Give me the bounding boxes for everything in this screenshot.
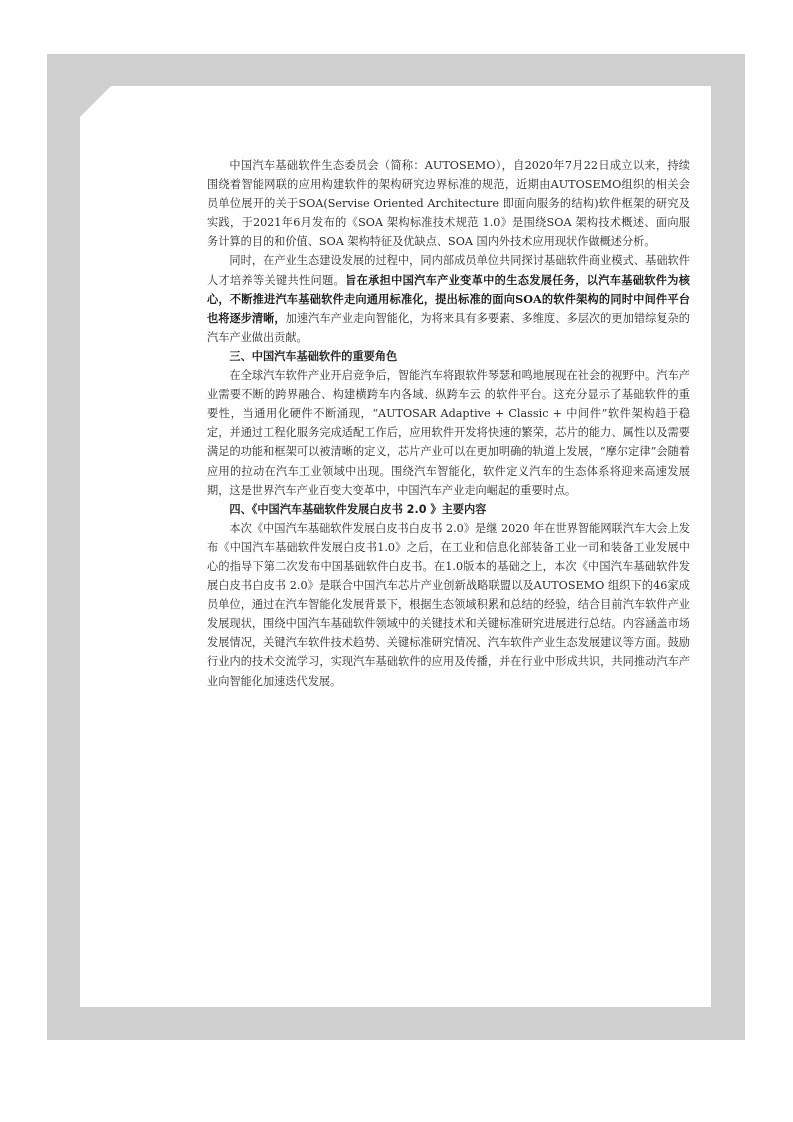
paragraph-role: 在全球汽车软件产业开启竞争后，智能汽车将跟软件琴瑟和鸣地展现在社会的视野中。汽车产业需要不断的跨界融合、构建横跨车内各域、纵跨车云 的软件平台。这充分显示了基础软件的重要性，当通用化硬件不断涌现，“AUTOSAR Adaptive + Classic + 中间件”软件架构趋于稳定，并通过工程化服务完成适配工作后，应用软件开发将快速的繁荣，芯片的能力、属性以及需要满足的功能和框架可以被清晰的定义，芯片产业可以在更加明确的轨道上发展，“摩尔定律”会随着应用的拉动在汽车工业领域中出现。围绕汽车智能化，软件定义汽车的生态体系将迎来高速发展期，这是世界汽车产业百变大变革中，中国汽车产业走向崛起的重要时点。 — [207, 369, 690, 497]
paragraph-ecosystem-lead: 同时，在产业生态建设发展的过程中，同内部成员单位共同探讨基础软件商业模式、基础软件人才培养等关键共性问题。 — [207, 254, 690, 287]
section-heading-3: 三、中国汽车基础软件的重要角色 — [229, 349, 398, 363]
section-heading-4: 四、《中国汽车基础软件发展白皮书 2.0 》主要内容 — [229, 502, 487, 516]
paragraph-ecosystem-tail: 加速汽车产业走向智能化，为将来具有多要素、多维度、多层次的更加错综复杂的汽车产业做出贡献。 — [207, 311, 690, 344]
paragraph-ecosystem — [207, 251, 690, 346]
paragraph-autosemo-intro: 中国汽车基础软件生态委员会（简称：AUTOSEMO），自2020年7月22日成立以来，持续围绕着智能网联的应用构建软件的架构研究边界标准的规范，近期由AUTOSEMO组织的相关会员单位展开的关于SOA(Servise Oriented Architecture 即面向服务的结构)软件框架的研究及实践，于2021年6月发布的《SOA 架构标准技术规范 1.0》是围绕SOA 架构技术概述、面向服务计算的目的和价值、SOA 架构特征及优缺点、SOA 国内外技术应用现状作做概述分析。 — [207, 159, 690, 249]
paragraph-ecosystem-bold: 旨在承担中国汽车产业变革中的生态发展任务，以汽车基础软件为核心，不断推进汽车基础软件走向通用标准化，提出标准的面向SOA的软件架构的同时中间件平台也将逐步清晰， — [207, 272, 690, 325]
paragraph-whitepaper: 本次《中国汽车基础软件发展白皮书白皮书 2.0》是继 2020 年在世界智能网联汽车大会上发布《中国汽车基础软件发展白皮书1.0》之后，在工业和信息化部装备工业一司和装备工业发展中心的指导下第二次发布中国基础软件白皮书。在1.0版本的基础之上，本次《中国汽车基础软件发展白皮书白皮书 2.0》是联合中国汽车芯片产业创新战略联盟以及AUTOSEMO 组织下的46家成员单位，通过在汽车智能化发展背景下，根据生态领域积累和总结的经验，结合目前汽车软件产业发展现状，围绕中国汽车基础软件领域中的关键技术和关键标准研究进展进行总结。内容涵盖市场发展情况，关键汽车软件技术趋势、关键标准研究情况、汽车软件产业生态发展建议等方面。鼓励行业内的技术交流学习，实现汽车基础软件的应用及传播，并在行业中形成共识，共同推动汽车产业向智能化加速迭代发展。 — [207, 521, 690, 688]
document-body — [207, 156, 690, 691]
